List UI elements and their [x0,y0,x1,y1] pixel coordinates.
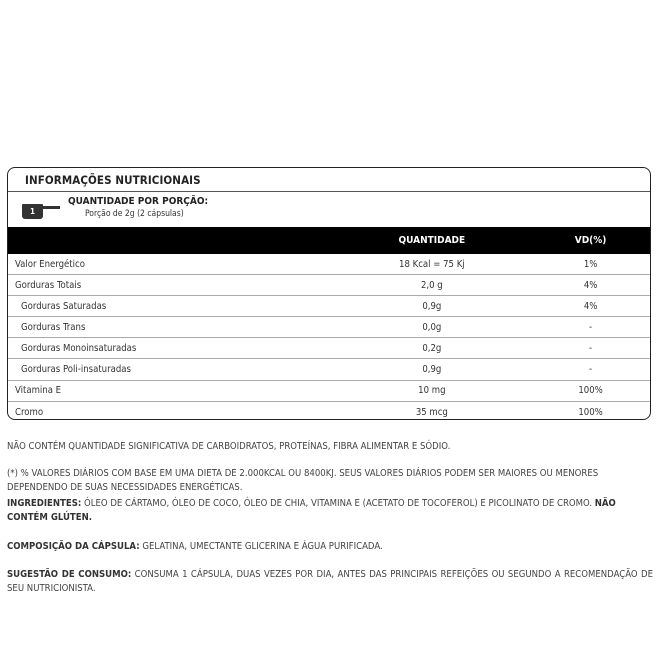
table-row [8,338,650,359]
nutrient-vd: 1% [583,258,598,270]
nutrient-amount: 0,0g [422,321,442,333]
nutrient-vd: 4% [583,300,598,312]
spoon-number: 1 [22,204,43,219]
ingredients-note [7,497,653,525]
nutrient-name: Cromo [15,406,44,418]
usage-note [7,568,653,596]
table-row [8,254,650,275]
table-row [8,317,650,338]
nutrient-vd: 100% [578,406,603,418]
table-header [8,227,650,254]
usage-text: CONSUMA 1 CÁPSULA, DUAS VEZES POR DIA, ANTES DAS PRINCIPAIS REFEIÇÕES OU SEGUNDO A RECOMENDAÇÃO DE SEU NUTRICIONISTA. [7,569,654,594]
table-row [8,275,650,296]
gluten-warning: NÃO CONTÉM GLÚTEN. [7,498,616,523]
nutrient-vd: - [589,364,593,376]
nutrient-name: Gorduras Monoinsaturadas [21,342,137,354]
ingredients-label: INGREDIENTES: [7,498,82,509]
serving-title: QUANTIDADE POR PORÇÃO: [68,196,209,207]
nutrient-amount: 0,2g [422,342,442,354]
column-header-quantity: QUANTIDADE [398,235,466,246]
nutrient-name: Gorduras Totais [15,279,82,291]
table-row [8,296,650,317]
usage-label: SUGESTÃO DE CONSUMO: [7,569,132,580]
spoon-handle [42,206,60,209]
table-row [8,381,650,402]
nutrient-amount: 0,9g [422,300,442,312]
serving-size: Porção de 2g (2 cápsulas) [85,209,184,219]
spoon-icon [22,204,58,220]
panel-title: INFORMAÇÕES NUTRICIONAIS [25,172,201,187]
table-row [8,402,650,420]
nutrient-amount: 0,9g [422,364,442,376]
nutrient-amount: 10 mg [418,385,446,397]
nutrient-name: Gorduras Poli-insaturadas [21,364,131,376]
nutrient-vd: 100% [578,385,603,397]
capsule-note [7,540,653,554]
nutrient-name: Gorduras Saturadas [21,300,107,312]
table-body [8,254,650,420]
table-row [8,359,650,380]
nutrient-vd: - [589,321,593,333]
ingredients-text: ÓLEO DE CÁRTAMO, ÓLEO DE COCO, ÓLEO DE CHIA, VITAMINA E (ACETATO DE TOCOFEROL) E PICOLINATO DE CROMO. [81,498,595,509]
nutrient-vd: 4% [583,279,598,291]
nutrient-amount: 2,0 g [420,279,443,291]
nutrient-name: Vitamina E [15,385,62,397]
nutrient-amount: 18 Kcal = 75 Kj [399,258,465,270]
capsule-label: COMPOSIÇÃO DA CÁPSULA: [7,541,140,552]
capsule-text: GELATINA, UMECTANTE GLICERINA E ÁGUA PURIFICADA. [139,541,383,552]
nutrition-facts-panel [7,167,651,420]
nutrient-amount: 35 mcg [415,406,448,418]
serving-info [8,192,650,227]
panel-header [8,168,650,192]
daily-values-note: (*) % VALORES DIÁRIOS COM BASE EM UMA DIETA DE 2.000KCAL OU 8400KJ. SEUS VALORES DIÁRIOS PODEM SER MAIORES OU MENORES DEPENDENDO DE SUAS NECESSIDADES ENERGÉTICAS. [7,468,599,493]
nutrient-name: Gorduras Trans [21,321,86,333]
nutrient-name: Valor Energético [15,258,85,270]
column-header-vd: VD(%) [574,235,607,246]
not-significant-note: NÃO CONTÉM QUANTIDADE SIGNIFICATIVA DE CARBOIDRATOS, PROTEÍNAS, FIBRA ALIMENTAR E SÓDIO. [7,441,451,452]
nutrient-vd: - [589,342,593,354]
